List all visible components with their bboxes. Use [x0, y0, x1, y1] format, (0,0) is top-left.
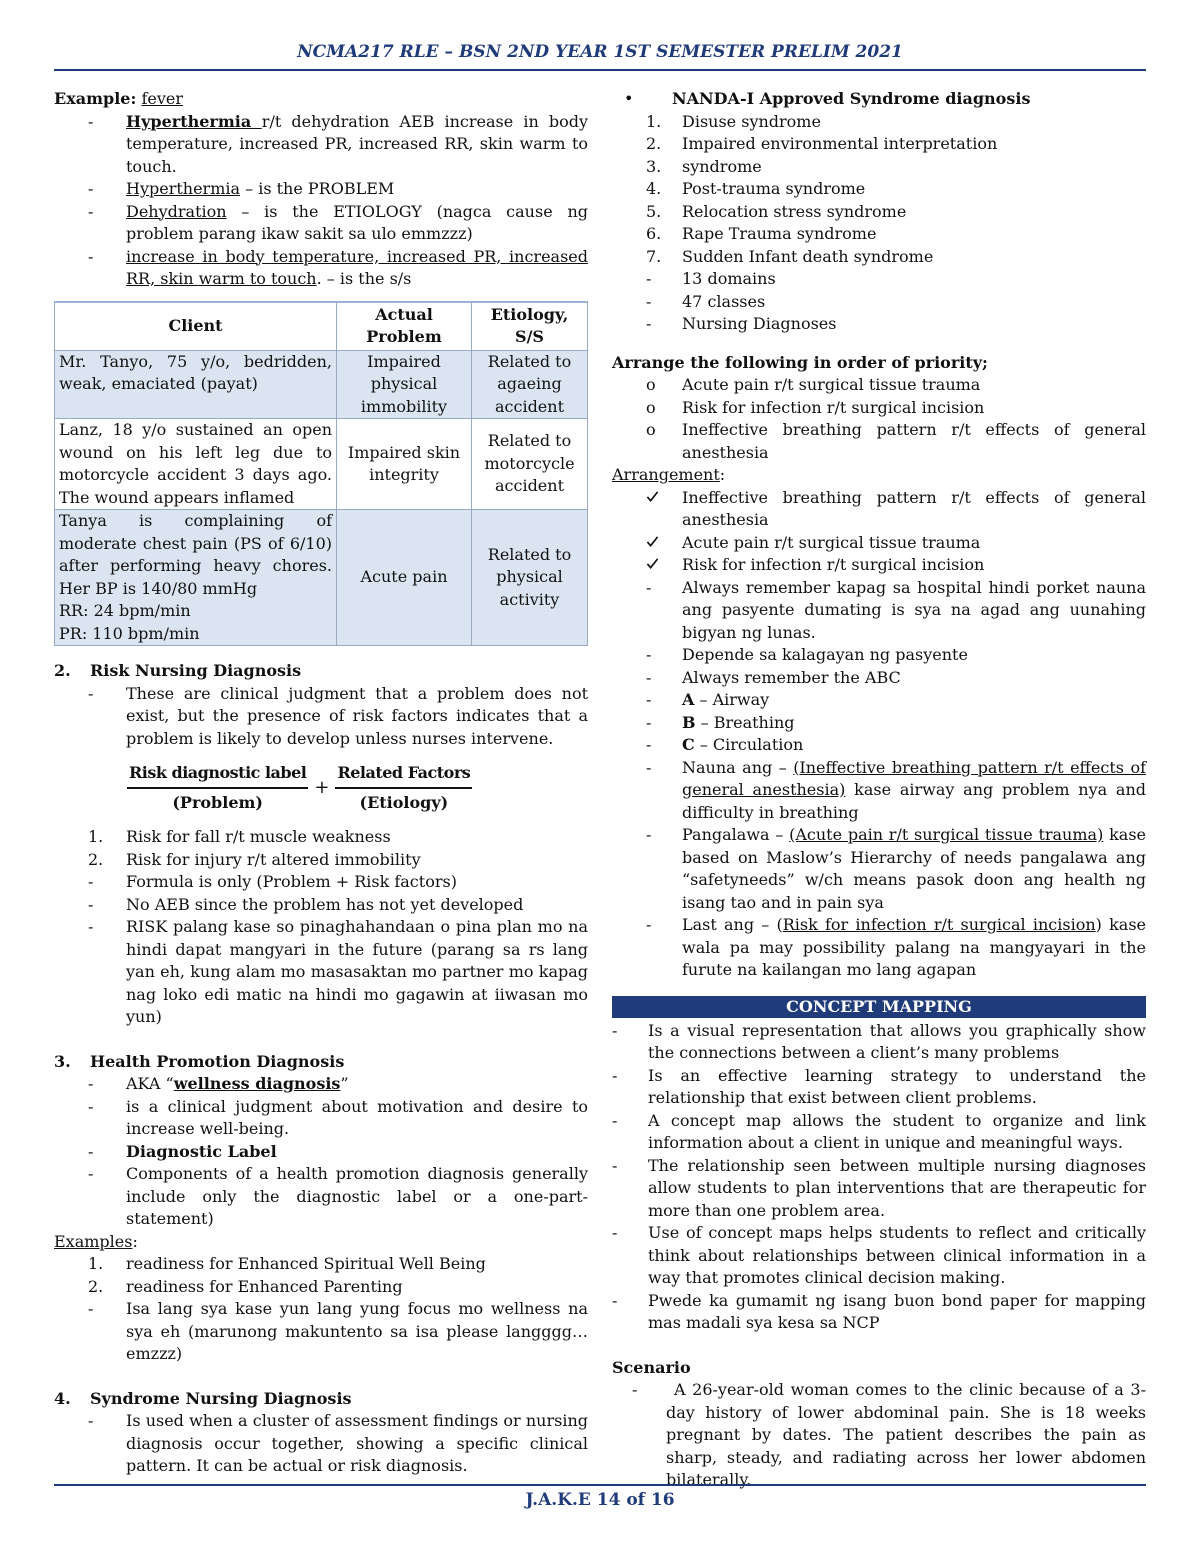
- list-item: - increase in body temperature, increased PR, increased RR, skin warm to touch. – is the s/s: [88, 246, 588, 288]
- list-item: 1. readiness for Enhanced Spiritual Well Being: [88, 1254, 486, 1273]
- list-item: - is a clinical judgment about motivation and desire to increase well-being.: [88, 1096, 588, 1138]
- list-item: - RISK palang kase so pinaghahandaan o pina plan mo na hindi dapat mangyari in the future (parang sa rs lang yan eh, kung alam mo masasaktan mo partner mo kapag nag loko edi matic na hindi mo gagawin at iiwasan mo yun): [88, 917, 588, 1026]
- list-item: - Is an effective learning strategy to understand the relationship that exist between client problems.: [612, 1065, 1146, 1107]
- list-item: 5. Relocation stress syndrome: [646, 201, 907, 221]
- table-row: Tanya is complaining of moderate chest pain (PS of 6/10) after performing heavy chores. Her BP is 140/80 mmHg RR: 24 bpm/min PR: 110 bpm/min Acute pain Related to physical activity: [55, 510, 588, 646]
- list-item: 2. Impaired environmental interpretation: [646, 134, 998, 153]
- page-footer: J.A.K.E 14 of 16: [525, 1490, 675, 1510]
- check-icon: [646, 535, 659, 548]
- list-item: - Isa lang sya kase yun lang yung focus mo wellness na sya eh (marunong makuntento sa isa please langggg… emzzz): [88, 1299, 588, 1363]
- list-item: - These are clinical judgment that a problem does not exist, but the presence of risk factors indicates that a problem is likely to develop unless nurses intervene.: [88, 683, 588, 748]
- list-item: Ineffective breathing pattern r/t effects of general anesthesia: [612, 487, 1146, 532]
- section-heading: 4. Syndrome Nursing Diagnosis: [54, 1388, 352, 1408]
- example-heading: Example: fever: [54, 89, 184, 108]
- table-header: Client: [55, 302, 337, 351]
- list-item: Acute pain r/t surgical tissue trauma: [612, 532, 1146, 555]
- list-item: - 47 classes: [646, 291, 766, 311]
- list-item: Risk for infection r/t surgical incision: [612, 554, 1146, 577]
- section-heading: 2. Risk Nursing Diagnosis: [54, 661, 302, 680]
- list-item: - C – Circulation: [646, 735, 804, 754]
- list-item: - Pwede ka gumamit ng isang buon bond paper for mapping mas madali sya kesa sa NCP: [612, 1290, 1146, 1332]
- list-item: - Always remember kapag sa hospital hindi porket nauna ang pasyente dumating is sya na agad ang uunahing bigyan ng lunas.: [646, 577, 1146, 642]
- list-item: - Nauna ang – (Ineffective breathing pattern r/t effects of general anesthesia) kase airway ang problem nya and difficulty in breathing: [646, 757, 1147, 822]
- check-icon: [646, 557, 659, 570]
- list-item: 1. Disuse syndrome: [646, 111, 821, 131]
- list-item: 3. syndrome: [646, 156, 762, 176]
- list-item: - No AEB since the problem has not yet developed: [88, 894, 524, 914]
- list-item: - 13 domains: [646, 269, 776, 288]
- table-header: Etiology, S/S: [472, 302, 588, 351]
- left-column: [54, 88, 588, 1478]
- table-header: Actual Problem: [337, 302, 472, 351]
- list-item: - Use of concept maps helps students to reflect and critically think about relationships between clinical information in a way that promotes clinical decision making.: [612, 1223, 1146, 1287]
- list-item: - Is used when a cluster of assessment findings or nursing diagnosis occur together, showing a specific clinical pattern. It can be actual or risk diagnosis.: [88, 1411, 588, 1475]
- list-item: - A concept map allows the student to organize and link information about a client in unique and meaningful ways.: [612, 1110, 1146, 1152]
- table-row: Mr. Tanyo, 75 y/o, bedridden, weak, emaciated (payat) Impaired physical immobility Related to agaeing accident: [55, 350, 588, 419]
- list-item: 6. Rape Trauma syndrome: [646, 224, 877, 243]
- list-item: 2. readiness for Enhanced Parenting: [88, 1276, 403, 1296]
- list-item: - B – Breathing: [646, 712, 795, 732]
- list-item: - Dehydration – is the ETIOLOGY (nagca cause ng problem parang ikaw sakit sa ulo emmzzz): [88, 201, 588, 243]
- risk-formula: $\frac{\text{Risk diagnostic label}}{\text{(Problem)}}$ + $\frac{\text{Related Factors}}{\text{(Etiology)}}$: [129, 763, 471, 812]
- list-item: o Acute pain r/t surgical tissue trauma: [646, 375, 981, 394]
- page-header: NCMA217 RLE – BSN 2ND YEAR 1ST SEMESTER PRELIM 2021: [297, 42, 903, 62]
- list-item: - Hyperthermia r/t dehydration AEB increase in body temperature, increased PR, increased RR, skin warm to touch.: [88, 111, 588, 176]
- list-item: 4. Post-trauma syndrome: [646, 179, 866, 198]
- list-item: - Nursing Diagnoses: [646, 314, 837, 333]
- section-heading: 3. Health Promotion Diagnosis: [54, 1051, 345, 1071]
- list-item: - Is a visual representation that allows you graphically show the connections between a client’s many problems: [612, 1020, 1146, 1062]
- list-item: - Pangalawa – (Acute pain r/t surgical tissue trauma) kase based on Maslow’s Hierarchy of needs pangalawa ang “safetyneeds” w/ch means pasok doon ang health ng isang tao and in pain sya: [646, 825, 1146, 912]
- footer-rule: [54, 1484, 1146, 1486]
- list-item: - Hyperthermia – is the PROBLEM: [88, 179, 395, 198]
- list-item: - A 26-year-old woman comes to the clinic because of a 3-day history of lower abdominal pain. She is 18 weeks pregnant by dates. The patient describes the pain as sharp, steady, and radiating across her lower abdomen bilaterally.: [632, 1380, 1146, 1489]
- arrange-heading: Arrange the following in order of priority;: [612, 352, 988, 372]
- list-item: - AKA “wellness diagnosis”: [88, 1074, 349, 1093]
- list-item: - Always remember the ABC: [646, 667, 901, 687]
- table-row: Lanz, 18 y/o sustained an open wound on his left leg due to motorcycle accident 3 days ago. The wound appears inflamed Impaired skin integrity Related to motorcycle accident: [55, 419, 588, 510]
- arrangement-label: Arrangement:: [612, 465, 726, 484]
- list-item: 2. Risk for injury r/t altered immobility: [88, 849, 421, 869]
- nanda-heading: • NANDA-I Approved Syndrome diagnosis: [624, 89, 1031, 108]
- concept-mapping-banner: CONCEPT MAPPING: [612, 996, 1146, 1018]
- list-item: - Components of a health promotion diagnosis generally include only the diagnostic label or a one-part-statement): [88, 1164, 588, 1228]
- check-icon: [646, 490, 659, 503]
- right-column: [612, 88, 1146, 1492]
- list-item: - Last ang – (Risk for infection r/t surgical incision) kase wala pa may possibility palang na mangyayari in the furute na kailangan mo lang agapan: [646, 915, 1146, 979]
- list-item: - A – Airway: [646, 690, 770, 709]
- list-item: o Risk for infection r/t surgical incision: [646, 397, 985, 417]
- examples-label: Examples:: [54, 1231, 138, 1251]
- header-rule: [54, 69, 1146, 71]
- list-item: - Formula is only (Problem + Risk factors): [88, 872, 457, 891]
- list-item: - The relationship seen between multiple nursing diagnoses allow students to plan interventions that are therapeutic for more than one problem area.: [612, 1155, 1146, 1220]
- scenario-heading: Scenario: [612, 1357, 691, 1377]
- list-item: 1. Risk for fall r/t muscle weakness: [88, 827, 391, 846]
- diagnosis-table: [54, 301, 588, 647]
- list-item: 7. Sudden Infant death syndrome: [646, 246, 934, 266]
- list-item: - Diagnostic Label: [88, 1141, 277, 1161]
- list-item: - Depende sa kalagayan ng pasyente: [646, 645, 968, 664]
- list-item: o Ineffective breathing pattern r/t effects of general anesthesia: [646, 420, 1146, 462]
